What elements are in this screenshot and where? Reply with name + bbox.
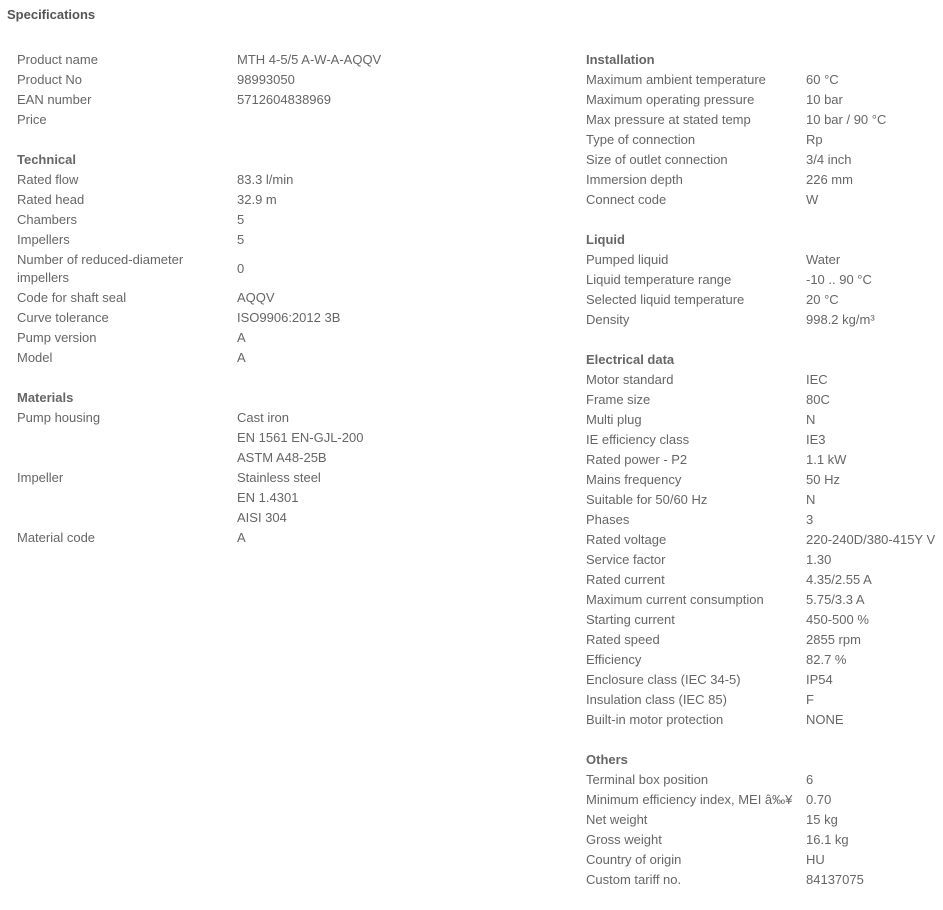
spec-value: 5: [237, 232, 245, 247]
spec-label: Impeller: [17, 470, 64, 485]
spec-row: [586, 370, 943, 390]
spec-label: Type of connection: [586, 132, 696, 147]
spec-value: 60 °C: [806, 72, 839, 87]
spec-row: [17, 408, 537, 468]
spec-value: 6: [806, 772, 814, 787]
spec-label: Built-in motor protection: [586, 712, 724, 727]
spec-row: [586, 450, 943, 470]
spec-row: [17, 308, 537, 328]
spec-row: [586, 670, 943, 690]
spec-label: Rated voltage: [586, 532, 667, 547]
spec-row: [586, 130, 943, 150]
spec-label: Product No: [17, 72, 83, 87]
spec-value: 15 kg: [806, 812, 838, 827]
spec-value: Stainless steel: [237, 470, 321, 485]
spec-row: [586, 650, 943, 670]
spec-label: Immersion depth: [586, 172, 683, 187]
spec-value: NONE: [806, 712, 844, 727]
spec-label: Pump version: [17, 330, 97, 345]
page-title: Specifications: [7, 7, 96, 22]
spec-row: [586, 850, 943, 870]
spec-value: 84137075: [806, 872, 864, 887]
spec-label: Frame size: [586, 392, 651, 407]
spec-value: Water: [806, 252, 841, 267]
spec-row: [586, 310, 943, 330]
spec-value: 450-500 %: [806, 612, 869, 627]
installation-section: [586, 50, 943, 210]
spec-label: Suitable for 50/60 Hz: [586, 492, 708, 507]
spec-value: 20 °C: [806, 292, 839, 307]
spec-value-list: [237, 408, 363, 468]
spec-row: [586, 510, 943, 530]
spec-label: Starting current: [586, 612, 675, 627]
installation-heading: Installation: [586, 52, 655, 67]
spec-value: -10 .. 90 °C: [806, 272, 872, 287]
spec-label: Terminal box position: [586, 772, 709, 787]
spec-value: 82.7 %: [806, 652, 847, 667]
spec-row: [586, 430, 943, 450]
spec-row: [586, 250, 943, 270]
spec-label: Price: [17, 112, 47, 127]
spec-label: Motor standard: [586, 372, 674, 387]
spec-row: [586, 190, 943, 210]
spec-row: [17, 348, 537, 368]
spec-row: [17, 288, 537, 308]
spec-row: [17, 170, 537, 190]
spec-label: Pumped liquid: [586, 252, 669, 267]
spec-row: [586, 390, 943, 410]
spec-value: Cast iron: [237, 410, 290, 425]
spec-row: [17, 230, 537, 250]
spec-value: 10 bar: [806, 92, 843, 107]
spec-label: Gross weight: [586, 832, 662, 847]
general-section: [17, 50, 537, 130]
spec-row: [17, 210, 537, 230]
spec-label: Pump housing: [17, 410, 101, 425]
spec-value: ISO9906:2012 3B: [237, 310, 341, 325]
spec-label: Rated current: [586, 572, 665, 587]
spec-label: Enclosure class (IEC 34-5): [586, 672, 741, 687]
spec-row: [586, 410, 943, 430]
electrical-heading: Electrical data: [586, 352, 675, 367]
spec-row: [586, 470, 943, 490]
spec-value: 1.1 kW: [806, 452, 847, 467]
spec-value: 1.30: [806, 552, 832, 567]
spec-row: [586, 710, 943, 730]
spec-label: Rated power - P2: [586, 452, 688, 467]
spec-row: [586, 290, 943, 310]
spec-value: ASTM A48-25B: [237, 450, 327, 465]
left-column: [17, 50, 537, 568]
spec-row: [17, 328, 537, 348]
spec-value: 220-240D/380-415Y V: [806, 532, 936, 547]
spec-row: [586, 870, 943, 890]
technical-heading: Technical: [17, 152, 77, 167]
spec-label: Connect code: [586, 192, 667, 207]
spec-row: [586, 550, 943, 570]
spec-value-list: [237, 528, 246, 548]
spec-row: [586, 150, 943, 170]
others-heading: Others: [586, 752, 628, 767]
spec-value-list: [237, 468, 321, 528]
spec-label: Mains frequency: [586, 472, 682, 487]
spec-value: 5712604838969: [237, 92, 331, 107]
spec-label: Size of outlet connection: [586, 152, 728, 167]
spec-row: [586, 810, 943, 830]
spec-label: Maximum ambient temperature: [586, 72, 766, 87]
spec-row: [586, 570, 943, 590]
spec-row: [17, 250, 537, 288]
spec-row: [586, 630, 943, 650]
spec-label: Product name: [17, 52, 98, 67]
spec-value: 50 Hz: [806, 472, 840, 487]
liquid-section: [586, 230, 943, 330]
spec-value: HU: [806, 852, 825, 867]
spec-label: Rated head: [17, 192, 85, 207]
spec-label: Code for shaft seal: [17, 290, 127, 305]
spec-value: 998.2 kg/m³: [806, 312, 875, 327]
spec-value: 0.70: [806, 792, 832, 807]
spec-row: [586, 170, 943, 190]
spec-value: 32.9 m: [237, 192, 277, 207]
others-section: [586, 750, 943, 890]
spec-row: [586, 830, 943, 850]
spec-label: EAN number: [17, 92, 92, 107]
spec-label: Model: [17, 350, 53, 365]
spec-value: 3: [806, 512, 814, 527]
spec-label: Impellers: [17, 232, 70, 247]
spec-value: EN 1.4301: [237, 490, 299, 505]
spec-label: Minimum efficiency index, MEI â‰¥: [586, 792, 793, 807]
spec-value: 5: [237, 212, 245, 227]
spec-value: Rp: [806, 132, 823, 147]
spec-row: [586, 770, 943, 790]
spec-row: [586, 270, 943, 290]
spec-label: Maximum operating pressure: [586, 92, 755, 107]
materials-section: [17, 388, 537, 548]
right-column: [586, 50, 943, 910]
spec-value: AISI 304: [237, 510, 287, 525]
spec-row: [17, 190, 537, 210]
spec-label: Liquid temperature range: [586, 272, 732, 287]
spec-value: N: [806, 492, 816, 507]
spec-value: IEC: [806, 372, 828, 387]
spec-label: Custom tariff no.: [586, 872, 682, 887]
spec-label: Insulation class (IEC 85): [586, 692, 727, 707]
spec-value: 5.75/3.3 A: [806, 592, 865, 607]
spec-value: IE3: [806, 432, 826, 447]
spec-row: [586, 530, 943, 550]
spec-row: [17, 468, 537, 528]
spec-label: Max pressure at stated temp: [586, 112, 751, 127]
spec-label: Curve tolerance: [17, 310, 109, 325]
spec-label: Rated speed: [586, 632, 660, 647]
spec-label: Rated flow: [17, 172, 79, 187]
spec-row: [17, 528, 537, 548]
spec-value: 80C: [806, 392, 830, 407]
spec-label: Phases: [586, 512, 630, 527]
spec-label: Selected liquid temperature: [586, 292, 745, 307]
spec-label: Efficiency: [586, 652, 642, 667]
spec-value: AQQV: [237, 290, 275, 305]
spec-row: [17, 70, 537, 90]
spec-value: 10 bar / 90 °C: [806, 112, 887, 127]
materials-heading: Materials: [17, 390, 74, 405]
spec-label: Country of origin: [586, 852, 682, 867]
electrical-section: [586, 350, 943, 730]
spec-value: 0: [237, 261, 245, 276]
spec-label: Number of reduced-diameter impellers: [17, 252, 184, 285]
spec-value: 226 mm: [806, 172, 853, 187]
spec-row: [586, 590, 943, 610]
spec-row: [586, 90, 943, 110]
spec-row: [586, 110, 943, 130]
spec-value: IP54: [806, 672, 833, 687]
spec-row: [586, 490, 943, 510]
spec-value: 3/4 inch: [806, 152, 852, 167]
spec-value: 4.35/2.55 A: [806, 572, 872, 587]
spec-row: [586, 690, 943, 710]
spec-value: W: [806, 192, 819, 207]
spec-value: A: [237, 330, 246, 345]
spec-label: Density: [586, 312, 630, 327]
spec-label: Multi plug: [586, 412, 642, 427]
spec-row: [17, 90, 537, 110]
spec-value: A: [237, 530, 246, 545]
spec-row: [17, 50, 537, 70]
spec-value: F: [806, 692, 814, 707]
spec-label: Maximum current consumption: [586, 592, 764, 607]
spec-value: EN 1561 EN-GJL-200: [237, 430, 364, 445]
spec-row: [586, 790, 943, 810]
spec-value: N: [806, 412, 816, 427]
spec-row: [586, 610, 943, 630]
spec-value: 98993050: [237, 72, 295, 87]
technical-section: [17, 150, 537, 368]
spec-value: A: [237, 350, 246, 365]
spec-row: [586, 70, 943, 90]
spec-label: Service factor: [586, 552, 666, 567]
spec-value: 83.3 l/min: [237, 172, 294, 187]
spec-value: 2855 rpm: [806, 632, 861, 647]
spec-label: Chambers: [17, 212, 77, 227]
spec-value: MTH 4-5/5 A-W-A-AQQV: [237, 52, 382, 67]
spec-row: [17, 110, 537, 130]
spec-label: IE efficiency class: [586, 432, 690, 447]
spec-label: Net weight: [586, 812, 648, 827]
spec-label: Material code: [17, 530, 96, 545]
spec-value: 16.1 kg: [806, 832, 849, 847]
liquid-heading: Liquid: [586, 232, 625, 247]
